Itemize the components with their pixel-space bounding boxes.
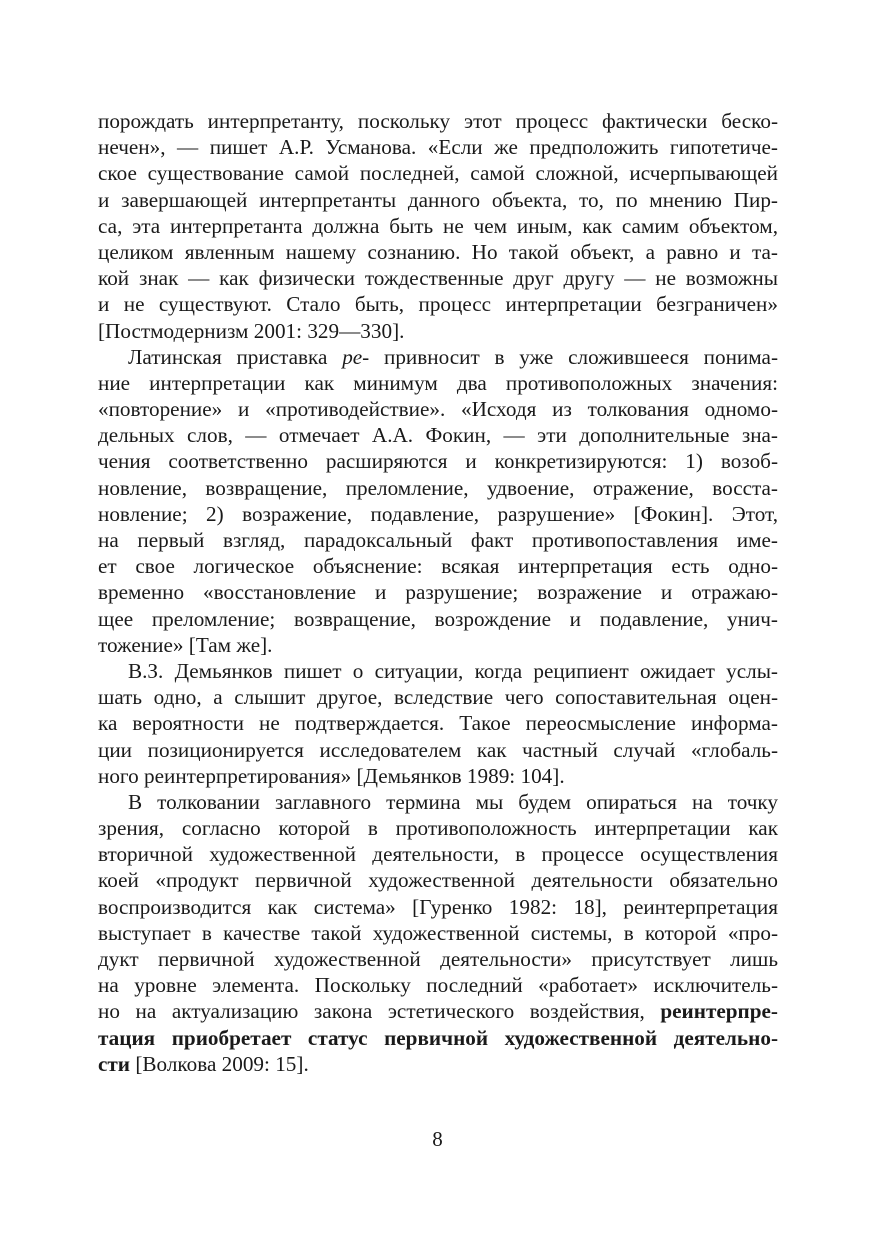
text-line: зрения, согласно которой в противоположность интерпретации как — [98, 816, 778, 841]
text-line: вторичной художественной деятельности, в процессе осуществления — [98, 842, 778, 867]
text-line — [98, 998, 778, 1024]
text-line: ние интерпретации как минимум два противоположных значения: — [98, 370, 778, 395]
bold-text-line: тация приобретает статус первичной художественной деятельно- — [98, 1025, 778, 1050]
text-line: шать одно, а слышит другое, вследствие чего сопоставительная оцен- — [98, 685, 778, 710]
text-line — [98, 344, 778, 370]
text-line: В.З. Демьянков пишет о ситуации, когда реципиент ожидает услы- — [128, 658, 778, 683]
text-run: но на актуализацию закона эстетического воздействия, — [98, 999, 661, 1024]
bold-text: реинтерпре- — [660, 999, 778, 1024]
text-line: временно «восстановление и разрушение; возражение и отражаю- — [98, 580, 778, 605]
text-line: на первый взгляд, парадоксальный факт противопоставления име- — [98, 528, 778, 552]
text-line: чения соответственно расширяются и конкретизируются: 1) возоб- — [98, 449, 778, 474]
text-line: воспроизводится как система» [Гуренко 1982: 18], реинтерпретация — [98, 894, 778, 919]
text-line: новление, возвращение, преломление, удвоение, отражение, восста- — [98, 475, 778, 500]
paragraph-1 — [98, 108, 778, 344]
text-line: ка вероятности не подтверждается. Такое переосмысление информа- — [98, 711, 778, 736]
text-line: нечен», — пишет А.Р. Усманова. «Если же предположить гипотетиче- — [98, 135, 778, 160]
paragraph-4 — [98, 789, 778, 1077]
text-line: порождать интерпретанту, поскольку этот процесс фактически беско- — [98, 109, 778, 133]
text-run: привносит в уже сложившееся понима- — [369, 344, 778, 369]
paragraph-3 — [98, 658, 778, 789]
text-line — [98, 1051, 778, 1077]
text-line: кой знак — как физически тождественные друг другу — не возможны — [98, 266, 778, 291]
text-line: целиком явленным нашему сознанию. Но такой объект, а равно и та- — [98, 239, 778, 264]
text-line: на уровне элемента. Поскольку последний «работает» исключитель- — [98, 973, 778, 998]
text-line: коей «продукт первичной художественной деятельности обязательно — [98, 868, 778, 893]
page-number: 8 — [432, 1127, 443, 1151]
text-line: дельных слов, — отмечает А.А. Фокин, — эти дополнительные зна- — [98, 423, 778, 448]
text-line: щее преломление; возвращение, возрождение и подавление, унич- — [98, 606, 778, 631]
text-line: дукт первичной художественной деятельности» присутствует лишь — [98, 947, 778, 971]
italic-prefix: ре- — [342, 344, 370, 369]
text-line: и не существуют. Стало быть, процесс интерпретации безграничен» — [98, 292, 778, 317]
text-line: ции позиционируется исследователем как частный случай «глобаль- — [98, 737, 778, 762]
text-line: новление; 2) возражение, подавление, разрушение» [Фокин]. Этот, — [98, 501, 778, 526]
text-line: В толковании заглавного термина мы будем опираться на точку — [128, 789, 778, 814]
text-line: ское существование самой последней, самой сложной, исчерпывающей — [98, 161, 778, 186]
text-line: тожение» [Там же]. — [98, 632, 273, 657]
text-line: са, эта интерпретанта должна быть не чем иным, как самим объектом, — [98, 213, 778, 238]
text-line: [Постмодернизм 2001: 329—330]. — [98, 318, 405, 343]
text-line: «повторение» и «противодействие». «Исходя из толкования одномо- — [98, 397, 778, 422]
text-line: ного реинтерпретирования» [Демьянков 1989: 104]. — [98, 763, 565, 788]
text-line: ет свое логическое объяснение: всякая интерпретация есть одно- — [98, 554, 778, 579]
body-text — [98, 108, 778, 1077]
text-line: выступает в качестве такой художественной системы, в которой «про- — [98, 920, 778, 945]
bold-text: сти — [98, 1051, 131, 1076]
text-run: Латинская приставка — [128, 344, 343, 369]
paragraph-2 — [98, 344, 778, 658]
text-line: и завершающей интерпретанты данного объекта, то, по мнению Пир- — [98, 187, 778, 212]
text-run: [Волкова 2009: 15]. — [130, 1051, 309, 1076]
